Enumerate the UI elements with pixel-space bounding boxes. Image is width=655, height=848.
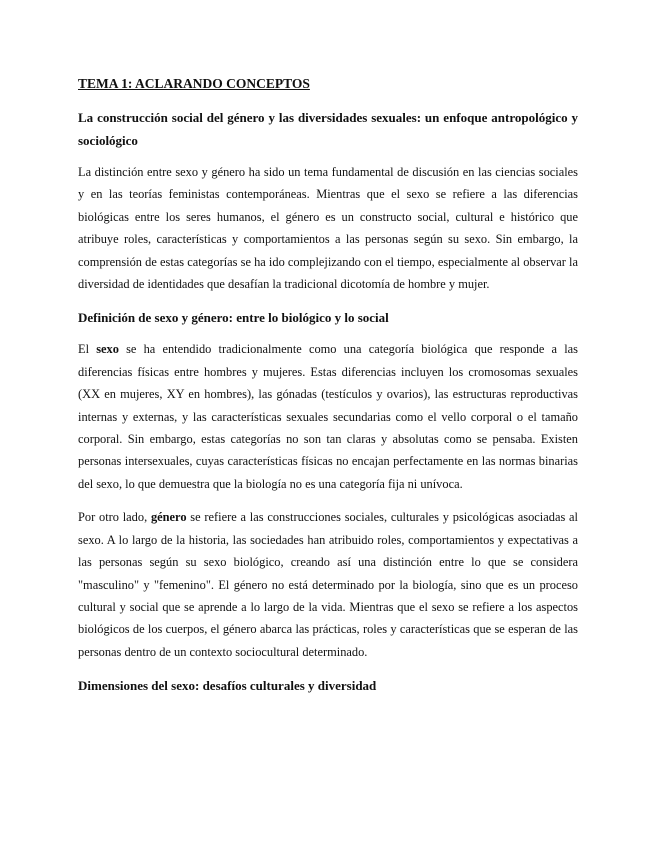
- genero-paragraph-body: se refiere a las construcciones sociales, culturales y psicológicas asociadas al sexo. A lo largo de la historia, las sociedades han atribuido roles, comportamientos y expectativas a las personas según su sexo biológico, creando así una distinción entre lo que se considera "masculino" y "femenino". El género no está determinado por la biología, sino que es un proceso cultural y social que se aprende a lo largo de la vida. Mientras que el sexo se refiere a los aspectos biológicos de los cuerpos, el género abarca las prácticas, roles y características que se esperan de las personas dentro de un contexto sociocultural determinado.: [78, 510, 578, 659]
- sexo-term: sexo: [96, 342, 119, 357]
- genero-paragraph: [78, 506, 578, 663]
- sexo-paragraph-body: se ha entendido tradicionalmente como una categoría biológica que responde a las diferencias físicas entre hombres y mujeres. Estas diferencias incluyen los cromosomas sexuales (XX en mujeres, XY en hombres), las gónadas (testículos y ovarios), las estructuras reproductivas internas y externas, y las características sexuales secundarias como el vello corporal o el tamaño corporal. Sin embargo, estas categorías no son tan claras y absolutas como se pensaba. Existen personas intersexuales, cuyas características físicas no encajan perfectamente en las normas binarias del sexo, lo que demuestra que la biología no es una categoría fija ni unívoca.: [78, 342, 579, 491]
- dimensions-heading: Dimensiones del sexo: desafíos culturales y diversidad: [78, 678, 377, 694]
- main-heading: La construcción social del género y las diversidades sexuales: un enfoque antropológico y sociológico: [78, 110, 578, 148]
- sexo-paragraph: [78, 338, 578, 495]
- sexo-paragraph-lead: El: [78, 342, 97, 357]
- genero-term: género: [150, 510, 187, 525]
- genero-paragraph-lead: Por otro lado,: [78, 510, 151, 525]
- intro-paragraph: La distinción entre sexo y género ha sido un tema fundamental de discusión en las ciencias sociales y en las teorías feministas contemporáneas. Mientras que el sexo se refiere a las diferencias biológicas entre los seres humanos, el género es un constructo social, cultural e histórico que atribuye roles, características y comportamientos a las personas según su sexo. Sin embargo, la comprensión de estas categorías se ha ido complejizando con el tiempo, especialmente al observar la diversidad de identidades que desafían la tradicional dicotomía de hombre y mujer.: [78, 165, 578, 292]
- document-page: [78, 74, 578, 706]
- definition-heading: Definición de sexo y género: entre lo biológico y lo social: [78, 310, 389, 326]
- document-title: TEMA 1: ACLARANDO CONCEPTOS: [78, 76, 310, 91]
